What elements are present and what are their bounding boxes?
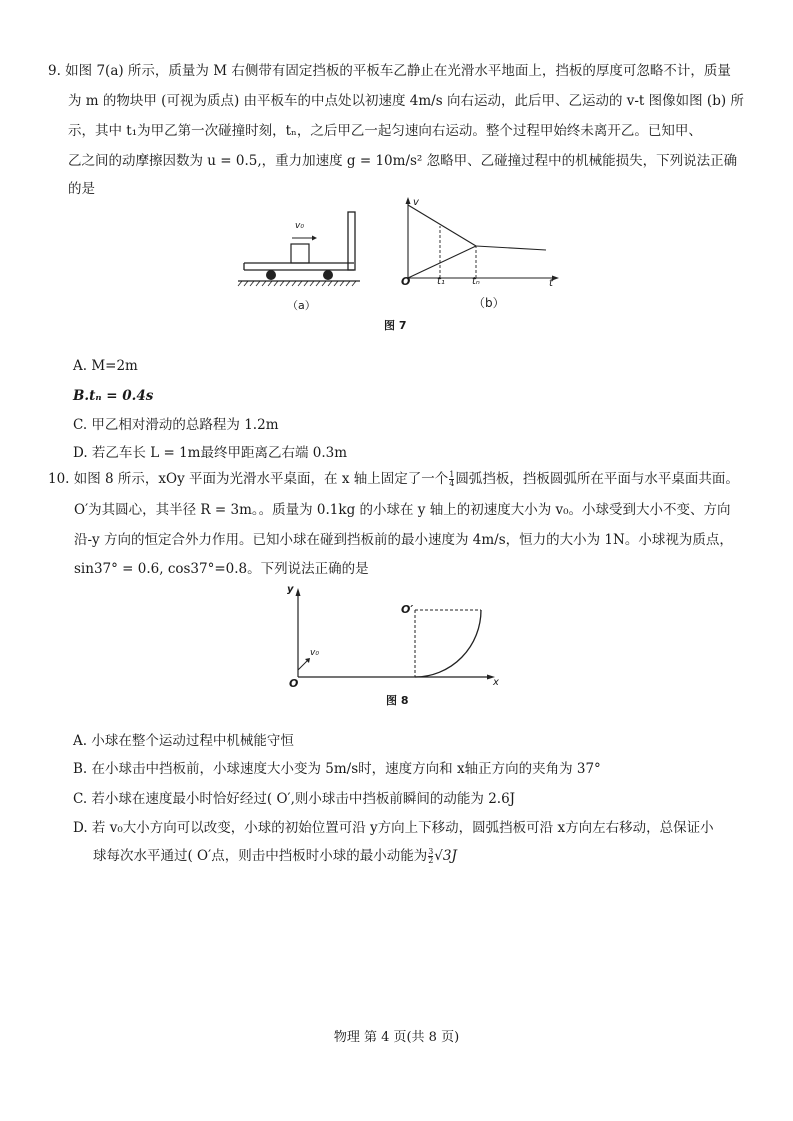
figure-8-diagram (288, 584, 503, 689)
q10-stem-line-3: 沿-y 方向的恒定合外力作用。已知小球在碰到挡板前的最小速度为 4m/s，恒力的大小为 1N。小球视为质点， (74, 532, 733, 548)
q9-stem-line-5: 的是 (68, 181, 95, 197)
fig7a-wheel-left (266, 270, 276, 280)
fig7b-caption: （b） (473, 296, 505, 310)
page-footer: 物理 第 4 页(共 8 页) (333, 1030, 460, 1045)
fig7a-wheel-right (323, 270, 333, 280)
fig7a-v0-label: v₀ (295, 221, 304, 231)
fig7a-baffle (348, 212, 355, 270)
q10-option-d-fraction (428, 848, 433, 865)
fig7b-origin-label: O (401, 275, 411, 288)
fig7b-t1-label: t₁ (437, 276, 445, 287)
q10-option-c: C. 若小球在速度最小时恰好经过( O′,则小球击中挡板前瞬间的动能为 2.6J (73, 791, 516, 807)
fig8-v0-label: v₀ (310, 648, 319, 658)
q9-option-b: B.tₙ = 0.4s (73, 388, 154, 404)
figure-7b-vt-graph (398, 196, 568, 296)
fig7a-caption: （a） (287, 299, 316, 312)
q9-option-d: D. 若乙车长 L = 1m最终甲距离乙右端 0.3m (73, 445, 348, 461)
q10-option-d-fraction-num: 3 (428, 847, 434, 856)
figure-7-label: 图 7 (384, 319, 407, 332)
fig8-o-prime-label: O′ (401, 603, 414, 616)
fig7b-yi-line (408, 246, 476, 278)
fig8-y-label: y (287, 584, 294, 595)
fig7b-t-label: t (549, 278, 553, 289)
q10-option-b: B. 在小球击中挡板前，小球速度大小变为 5m/s时，速度方向和 x轴正方向的夹角为 37° (73, 761, 601, 777)
q9-stem-line-4: 乙之间的动摩擦因数为 u = 0.5,，重力加速度 g = 10m/s² 忽略甲、乙碰撞过程中的机械能损失，下列说法正确 (68, 153, 738, 169)
fig8-quarter-arc-baffle (415, 610, 481, 677)
q10-option-d-line-2-text: 球每次水平通过( O′点，则击中挡板时小球的最小动能为 (93, 848, 428, 864)
q10-option-d-fraction-den: 2 (428, 856, 434, 865)
fig7b-v-label: v (413, 197, 419, 208)
q10-fraction-denominator: 4 (449, 479, 455, 488)
fig8-x-label: x (493, 677, 499, 688)
fig7a-block (291, 244, 309, 263)
q10-option-d-line-2 (93, 847, 457, 865)
q10-fraction-numerator: 1 (449, 470, 455, 479)
q10-option-d-line-1: D. 若 v₀大小方向可以改变，小球的初始位置可沿 y方向上下移动，圆弧挡板可沿 x方向左右移动，总保证小 (73, 820, 714, 836)
fig8-v0-arrow (298, 660, 308, 670)
q9-option-a: A. M=2m (73, 358, 138, 374)
fig7b-common-line (476, 246, 546, 250)
q9-stem-line-2: 为 m 的物块甲 (可视为质点) 由平板车的中点处以初速度 4m/s 向右运动，此后甲、乙运动的 v-t 图像如图 (b) 所 (68, 93, 744, 109)
q10-stem-line-1-part-a: 10. 如图 8 所示，xOy 平面为光滑水平桌面，在 x 轴上固定了一个 (48, 471, 449, 487)
fig7b-tn-label: tₙ (472, 276, 480, 287)
q10-quarter-fraction (449, 471, 454, 488)
q10-option-a: A. 小球在整个运动过程中机械能守恒 (73, 733, 294, 749)
q10-stem-line-4: sin37° = 0.6, cos37°=0.8。下列说法正确的是 (74, 561, 369, 577)
q10-stem-line-1-part-b: 圆弧挡板，挡板圆弧所在平面与水平桌面共面。 (455, 471, 739, 487)
q10-stem-line-1 (48, 470, 739, 488)
fig7b-jia-line (408, 205, 476, 246)
fig8-origin-label: O (289, 677, 299, 690)
figure-8-label: 图 8 (386, 694, 409, 707)
q10-option-d-root: √3J (434, 848, 457, 864)
q9-stem-line-3: 示，其中 t₁为甲乙第一次碰撞时刻，tₙ，之后甲乙一起匀速向右运动。整个过程甲始终未离开乙。已知甲、 (68, 123, 702, 139)
q9-stem-line-1: 9. 如图 7(a) 所示，质量为 M 右侧带有固定挡板的平板车乙静止在光滑水平地面上，挡板的厚度可忽略不计，质量 (48, 63, 731, 79)
q10-stem-line-2: O′为其圆心，其半径 R = 3m。。质量为 0.1kg 的小球在 y 轴上的初速度大小为 v₀。小球受到大小不变、方向 (74, 502, 731, 518)
q9-option-c: C. 甲乙相对滑动的总路程为 1.2m (73, 417, 279, 433)
